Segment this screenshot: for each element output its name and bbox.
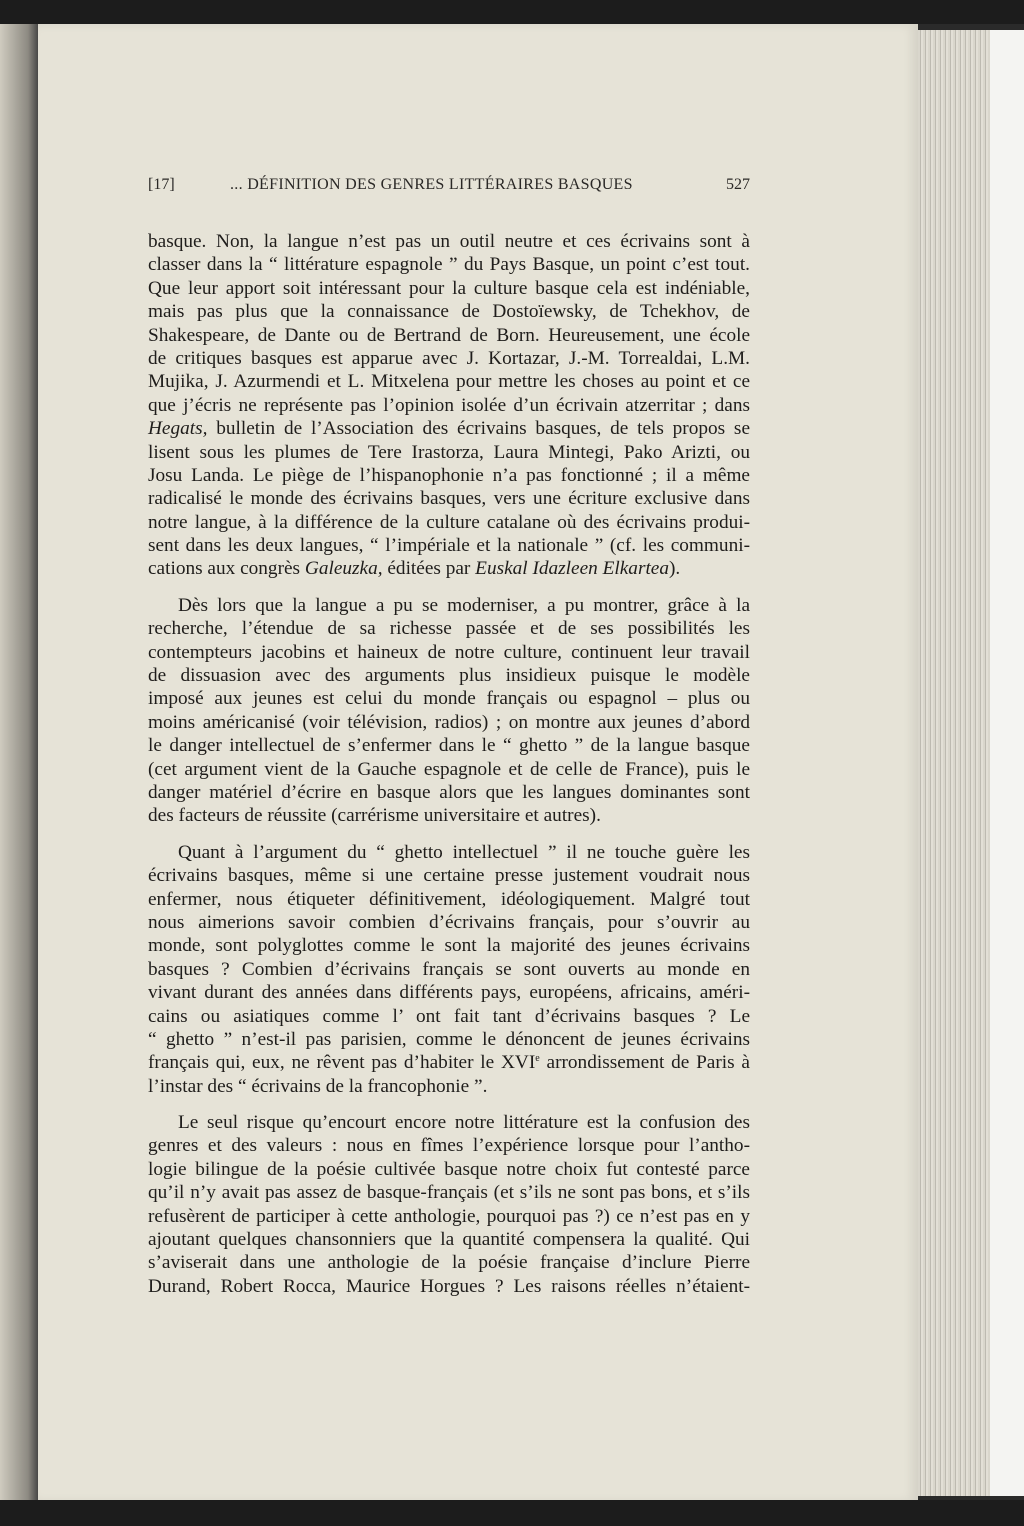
text-line: Durand, Robert Rocca, Maurice Horgues ? Les raisons réelles n’étaient-	[148, 1275, 750, 1297]
scan-background-top	[0, 0, 1024, 24]
text-line: de critiques basques est apparue avec J. Kortazar, J.-M. Torrealdai, L.M.	[148, 347, 750, 369]
text-line: logie bilingue de la poésie cultivée basque notre choix fut contesté parce	[148, 1158, 750, 1180]
text-line: lisent sous les plumes de Tere Irastorza, Laura Mintegi, Pako Arizti, ou	[148, 441, 750, 463]
text-line: “ ghetto ” n’est-il pas parisien, comme le dénoncent de jeunes écrivains	[148, 1028, 750, 1050]
paragraph	[148, 841, 750, 1098]
text-line: Que leur apport soit intéressant pour la culture basque cela est indéniable,	[148, 277, 750, 299]
text-line: Shakespeare, de Dante ou de Bertrand de Born. Heureusement, une école	[148, 324, 750, 346]
text-line: l’instar des “ écrivains de la francophonie ”.	[148, 1075, 488, 1097]
text-line: (cet argument vient de la Gauche espagnole et de celle de France), puis le	[148, 758, 750, 780]
text-line: refusèrent de participer à cette anthologie, pourquoi pas ?) ce n’est pas en y	[148, 1205, 750, 1227]
facing-page-edge	[0, 24, 40, 1504]
text-line: moins américanisé (voir télévision, radios) ; on montre aux jeunes d’abord	[148, 711, 750, 733]
italic-title: Galeuzka,	[304, 558, 383, 580]
italic-title: Hegats,	[148, 418, 208, 440]
text-line: s’aviserait dans une anthologie de la poésie française d’inclure Pierre	[148, 1252, 750, 1274]
text-segment: bulletin de l’Association des écrivains basques, de tels propos se	[207, 418, 750, 440]
text-line	[148, 557, 750, 580]
text-line: enfermer, nous étiqueter définitivement, idéologiquement. Malgré tout	[148, 888, 750, 910]
text-line: Le seul risque qu’encourt encore notre littérature est la confusion des	[178, 1112, 750, 1134]
text-line: le danger intellectuel de s’enfermer dans le “ ghetto ” de la langue basque	[148, 735, 750, 757]
paragraph	[148, 1111, 750, 1298]
text-segment: arrondissement de Paris à	[539, 1052, 750, 1074]
text-line: ajoutant quelques chansonniers que la quantité compensera la qualité. Qui	[148, 1229, 750, 1251]
text-line: sent dans les deux langues, “ l’impériale et la nationale ” (cf. les communi-	[148, 535, 750, 557]
text-line: de dissuasion avec des arguments plus insidieux puisque le modèle	[148, 665, 750, 687]
text-line: nous aimerions savoir combien d’écrivains français, pour s’ouvrir au	[148, 911, 750, 933]
text-line: cains ou asiatiques comme l’ ont fait tant d’écrivains basques ? Le	[148, 1005, 750, 1027]
page-stack-edges	[918, 30, 990, 1496]
text-line: que j’écris ne représente pas l’opinion isolée d’un écrivain atzerritar ; dans	[148, 394, 750, 416]
running-title: ... DÉFINITION DES GENRES LITTÉRAIRES BASQUES	[230, 176, 633, 193]
text-line: basque. Non, la langue n’est pas un outil neutre et ces écrivains sont à	[148, 231, 750, 252]
superscript: e	[535, 1053, 540, 1065]
paragraph	[148, 230, 750, 581]
text-line	[148, 1051, 750, 1074]
text-line: Josu Landa. Le piège de l’hispanophonie n’a pas fonctionné ; il a même	[148, 464, 750, 486]
text-segment: ).	[669, 558, 681, 580]
page-number: 527	[726, 176, 750, 193]
text-line: recherche, l’étendue de sa richesse passée et de ses possibilités les	[148, 618, 750, 640]
text-line: classer dans la “ littérature espagnole ” du Pays Basque, un point c’est tout.	[148, 254, 750, 276]
scan-background-right	[990, 30, 1024, 1496]
body-text	[148, 230, 750, 1311]
text-line: vivant durant des années dans différents pays, européens, africains, améri-	[148, 982, 750, 1004]
text-line	[148, 417, 750, 440]
text-line: mais pas plus que la connaissance de Dostoïewsky, de Tchekhov, de	[148, 301, 750, 323]
text-line: imposé aux jeunes est celui du monde français ou espagnol – plus ou	[148, 688, 750, 710]
running-header	[148, 176, 750, 200]
text-segment: cations aux congrès	[148, 558, 305, 580]
text-line: des facteurs de réussite (carrérisme universitaire et autres).	[148, 805, 601, 827]
text-line: radicalisé le monde des écrivains basques, vers une écriture exclusive dans	[148, 488, 750, 510]
text-line: notre langue, à la différence de la culture catalane où des écrivains produi-	[148, 511, 750, 533]
text-line: danger matériel d’écrire en basque alors que les langues dominantes sont	[148, 781, 750, 803]
text-line: basques ? Combien d’écrivains français se sont ouverts au monde en	[148, 958, 750, 980]
text-line: Quant à l’argument du “ ghetto intellectuel ” il ne touche guère les	[178, 841, 750, 863]
section-number: [17]	[148, 176, 175, 193]
text-line: genres et des valeurs : nous en fîmes l’expérience lorsque pour l’antho-	[148, 1135, 750, 1157]
text-line: Mujika, J. Azurmendi et L. Mitxelena pour mettre les choses au point et ce	[148, 371, 750, 393]
italic-title: Euskal Idazleen Elkartea	[475, 558, 670, 580]
scan-background-bottom	[0, 1500, 1024, 1526]
paragraph	[148, 594, 750, 828]
text-segment: éditées par	[382, 558, 476, 580]
text-line: Dès lors que la langue a pu se moderniser, a pu montrer, grâce à la	[178, 594, 750, 616]
text-line: écrivains basques, même si une certaine presse justement voudrait nous	[148, 865, 750, 887]
text-line: monde, sont polyglottes comme le sont la majorité des jeunes écrivains	[148, 935, 750, 957]
text-segment: français qui, eux, ne rêvent pas d’habiter le XVI	[148, 1052, 536, 1074]
text-line: contempteurs jacobins et haineux de notre culture, continuent leur travail	[148, 641, 750, 663]
text-line: qu’il n’y avait pas assez de basque-français (et s’ils ne sont pas bons, et s’ils	[148, 1182, 750, 1204]
